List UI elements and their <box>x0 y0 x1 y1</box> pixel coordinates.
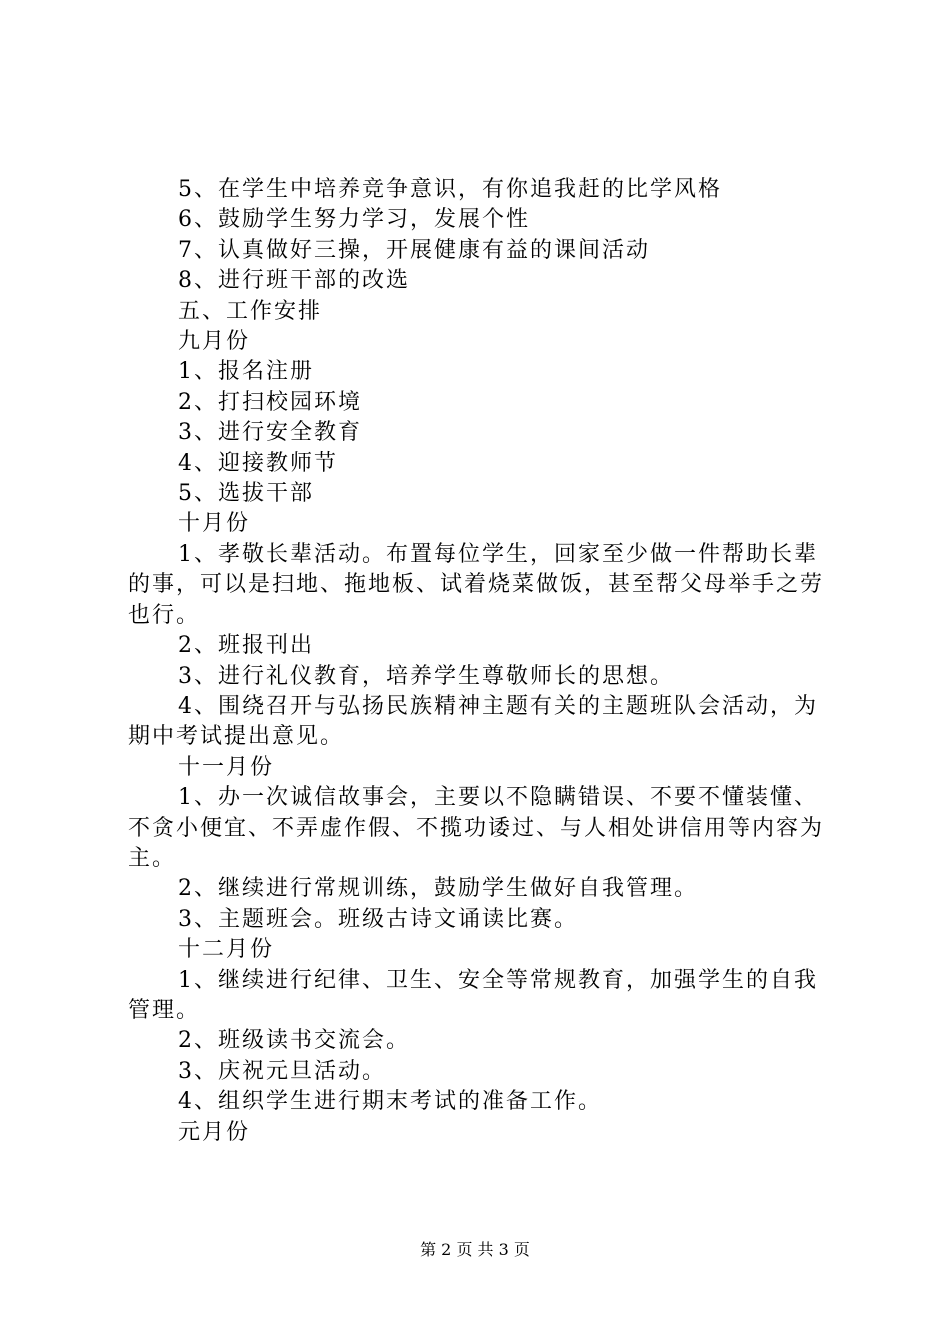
paragraph: 1、报名注册 <box>178 359 314 385</box>
paragraph: 4、迎接教师节 <box>178 450 338 476</box>
paragraph: 6、鼓励学生努力学习，发展个性 <box>178 207 530 233</box>
paragraph: 1、孝敬长辈活动。布置每位学生，回家至少做一件帮助长辈的事，可以是扫地、拖地板、试着烧菜做饭，甚至帮父母举手之劳也行。 <box>128 541 825 628</box>
paragraph: 3、庆祝元旦活动。 <box>178 1058 386 1084</box>
paragraph: 5、选拔干部 <box>178 481 314 507</box>
month-heading: 十一月份 <box>178 754 275 780</box>
paragraph: 4、围绕召开与弘扬民族精神主题有关的主题班队会活动，为期中考试提出意见。 <box>128 693 818 750</box>
page-footer: 第 2 页 共 3 页 <box>420 1240 530 1259</box>
paragraph: 3、进行安全教育 <box>178 420 362 446</box>
month-heading: 九月份 <box>178 329 251 355</box>
paragraph: 2、打扫校园环境 <box>178 389 362 415</box>
section-heading: 五、工作安排 <box>178 298 323 324</box>
paragraph: 4、组织学生进行期末考试的准备工作。 <box>178 1089 602 1115</box>
month-heading: 十二月份 <box>178 937 275 963</box>
paragraph: 7、认真做好三操，开展健康有益的课间活动 <box>178 237 650 263</box>
paragraph: 1、继续进行纪律、卫生、安全等常规教育，加强学生的自我管理。 <box>128 967 818 1023</box>
paragraph: 2、继续进行常规训练，鼓励学生做好自我管理。 <box>178 876 698 902</box>
paragraph: 2、班级读书交流会。 <box>178 1028 410 1054</box>
document-body <box>128 175 840 1148</box>
paragraph: 8、进行班干部的改选 <box>178 268 410 294</box>
month-heading: 元月份 <box>178 1119 251 1145</box>
paragraph: 5、在学生中培养竞争意识，有你追我赶的比学风格 <box>178 177 722 202</box>
paragraph: 3、进行礼仪教育，培养学生尊敬师长的思想。 <box>178 663 674 689</box>
month-heading: 十月份 <box>178 511 251 537</box>
paragraph: 3、主题班会。班级古诗文诵读比赛。 <box>178 906 578 932</box>
paragraph: 2、班报刊出 <box>178 633 314 659</box>
paragraph: 1、办一次诚信故事会，主要以不隐瞒错误、不要不懂装懂、不贪小便宜、不弄虚作假、不揽功诿过、与人相处讲信用等内容为主。 <box>128 785 825 871</box>
